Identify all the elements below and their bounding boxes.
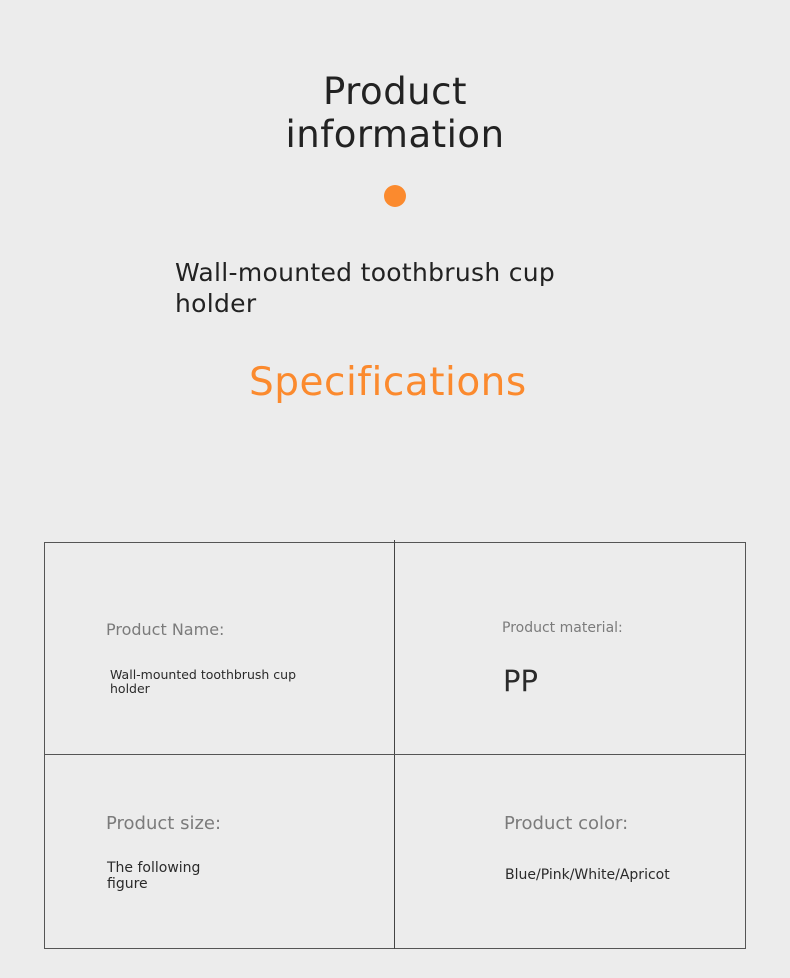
accent-dot <box>384 185 406 207</box>
product-color-label: Product color: <box>504 813 629 834</box>
product-size-label: Product size: <box>106 813 222 834</box>
page-title: Product information <box>285 70 505 156</box>
table-vertical-divider <box>394 540 395 949</box>
product-color-value: Blue/Pink/White/Apricot <box>505 867 670 883</box>
product-name-value: Wall-mounted toothbrush cup holder <box>110 667 296 696</box>
product-material-label: Product material: <box>502 620 623 636</box>
product-material-value: PP <box>503 664 538 698</box>
product-heading: Wall-mounted toothbrush cup holder <box>175 258 556 318</box>
product-size-value: The following figure <box>107 860 201 892</box>
specifications-heading: Specifications <box>249 360 527 405</box>
product-name-label: Product Name: <box>106 620 225 639</box>
table-horizontal-divider <box>44 754 746 755</box>
